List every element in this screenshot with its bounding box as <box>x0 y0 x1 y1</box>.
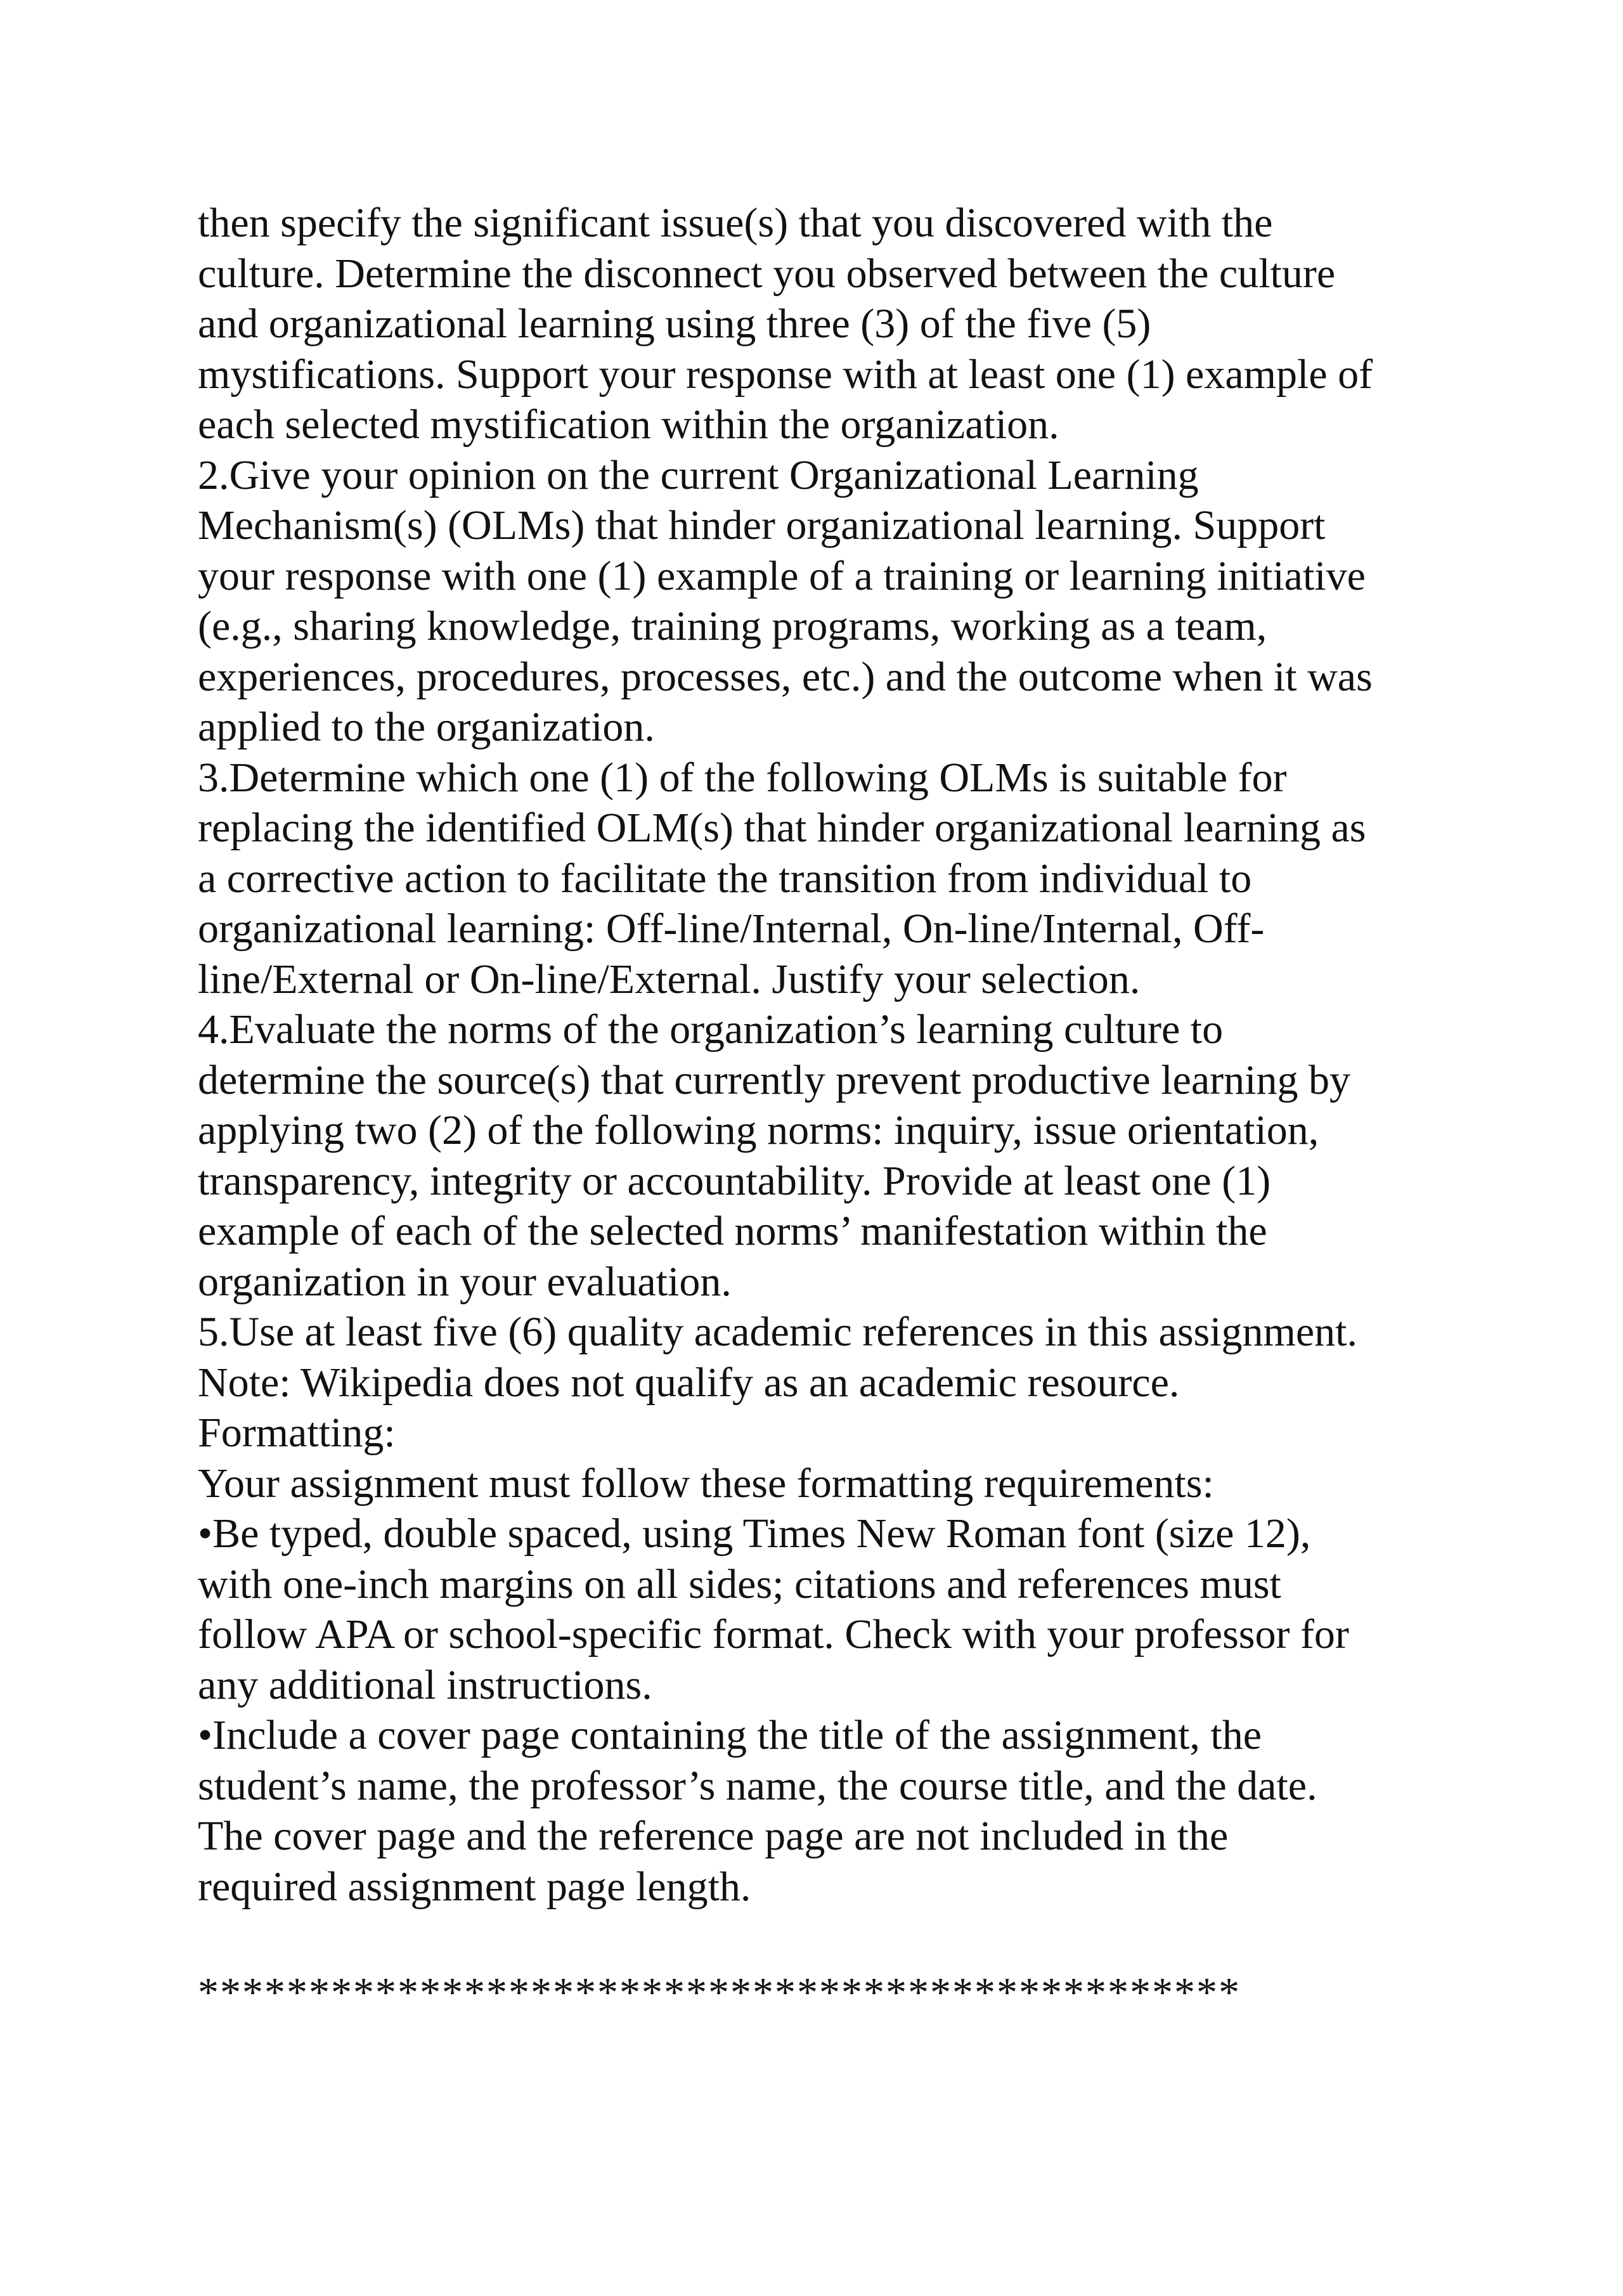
text-line: example of each of the selected norms’ manifestation within the <box>198 1208 1267 1254</box>
text-line: culture. Determine the disconnect you observed between the culture <box>198 250 1336 297</box>
text-line: The cover page and the reference page are not included in the <box>198 1813 1229 1859</box>
blank-line <box>198 1912 1466 1962</box>
text-line: mystifications. Support your response with at least one (1) example of <box>198 351 1373 398</box>
text-line: experiences, procedures, processes, etc.) and the outcome when it was <box>198 653 1373 700</box>
text-line: applying two (2) of the following norms: inquiry, issue orientation, <box>198 1107 1319 1153</box>
bullet-line: •Include a cover page containing the title of the assignment, the <box>198 1712 1262 1758</box>
text-line: replacing the identified OLM(s) that hinder organizational learning as <box>198 805 1366 851</box>
text-line: each selected mystification within the organization. <box>198 401 1059 448</box>
text-line: 2.Give your opinion on the current Organizational Learning <box>198 451 1199 498</box>
bullet-line: •Be typed, double spaced, using Times New Roman font (size 12), <box>198 1510 1311 1557</box>
text-line: organization in your evaluation. <box>198 1258 732 1305</box>
text-line: Mechanism(s) (OLMs) that hinder organizational learning. Support <box>198 502 1326 548</box>
formatting-heading: Formatting: <box>198 1410 396 1456</box>
text-line: a corrective action to facilitate the transition from individual to <box>198 855 1252 902</box>
text-line: and organizational learning using three (3) of the five (5) <box>198 301 1151 347</box>
text-line: Your assignment must follow these formatting requirements: <box>198 1460 1214 1507</box>
text-line: then specify the significant issue(s) that you discovered with the <box>198 200 1273 246</box>
text-line: required assignment page length. <box>198 1863 751 1910</box>
text-line: 5.Use at least five (6) quality academic references in this assignment. <box>198 1309 1357 1355</box>
text-line: 4.Evaluate the norms of the organization’s learning culture to <box>198 1006 1224 1053</box>
text-line: student’s name, the professor’s name, the course title, and the date. <box>198 1762 1317 1809</box>
text-line: Note: Wikipedia does not qualify as an academic resource. <box>198 1359 1180 1406</box>
text-line: any additional instructions. <box>198 1661 652 1708</box>
text-line: line/External or On-line/External. Justify your selection. <box>198 956 1141 1002</box>
document-body <box>198 198 1466 2018</box>
asterisk-separator: *********************************************** <box>198 1969 1241 2016</box>
text-line: 3.Determine which one (1) of the following OLMs is suitable for <box>198 754 1287 801</box>
text-line: organizational learning: Off-line/Internal, On-line/Internal, Off- <box>198 905 1265 952</box>
text-line: with one-inch margins on all sides; citations and references must <box>198 1560 1281 1607</box>
text-line: your response with one (1) example of a training or learning initiative <box>198 552 1366 599</box>
text-line: (e.g., sharing knowledge, training programs, working as a team, <box>198 603 1267 649</box>
text-line: applied to the organization. <box>198 704 655 750</box>
text-line: determine the source(s) that currently prevent productive learning by <box>198 1056 1350 1103</box>
text-line: follow APA or school-specific format. Check with your professor for <box>198 1611 1349 1657</box>
text-line: transparency, integrity or accountability. Provide at least one (1) <box>198 1157 1271 1204</box>
